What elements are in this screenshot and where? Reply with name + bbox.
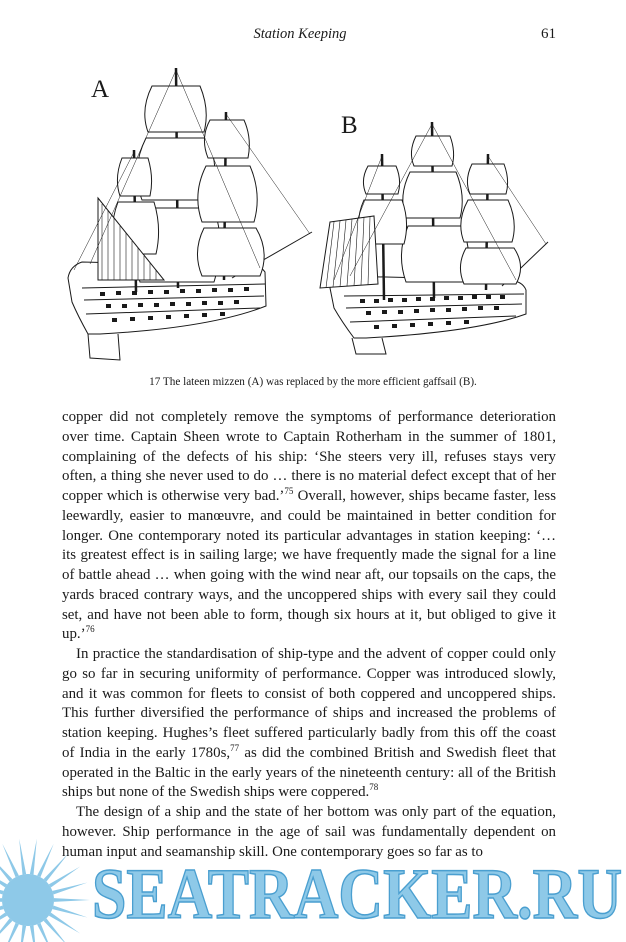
footnote-ref: 76 bbox=[85, 624, 95, 635]
paragraph-3: The design of a ship and the state of her bottom was only part of the equation, however. Ship performance in the age of sail was fundamentally dependent on human input and seamanship skill. One contemporary goes so far as to bbox=[62, 804, 556, 860]
figure-caption: 17 The lateen mizzen (A) was replaced by the more efficient gaffsail (B). bbox=[149, 376, 477, 388]
paragraph-1: copper did not completely remove the symptoms of performance deterioration over time. Captain Sheen wrote to Captain Rotherham in the summer of 1801, complaining of the defects of his ship: ‘She steers very ill, refuses stays very often, a thing she never used to do … there is no material defect except that of her copper which is otherwise very bad.’$^{75}$ Overall, however, ships became faster, less leewardly, easier to manœuvre, and could be maintained in better condition for longer. One contemporary noted its particular advantages in station keeping: ‘… its greatest effect is in sailing large; we have frequently made the signal for a line of battle ahead … when going with the wind near aft, our topsails on the caps, the yards braced contrary ways, and the uncoppered ships with every sail they could set, and have not been able to form, though six hours at it, but obliged to give it up.’$^{76}$ bbox=[62, 409, 556, 643]
footnote-ref: 78 bbox=[369, 782, 379, 793]
figure-label-b: B bbox=[341, 112, 358, 139]
page-number: 61 bbox=[541, 26, 556, 42]
paragraph-2: In practice the standardisation of ship-type and the advent of copper could only go so far in securing uniformity of performance. Copper was introduced slowly, and it was common for fleets to consist of both coppered and uncoppered ships. This further diversified the performance of ships and increased the problems of station keeping. Hughes’s fleet suffered particularly badly from this off the coast of India in the early 1780s,$^{77}$ as did the combined British and Swedish fleet that operated in the Baltic in the early years of the nineteenth century: all of the British ships but none of the Swedish ships were coppered.$^{78}$ bbox=[62, 646, 556, 801]
ship-a-illustration bbox=[60, 66, 316, 366]
footnote-ref: 77 bbox=[230, 742, 240, 753]
sun-burst-icon bbox=[0, 839, 90, 942]
body-text bbox=[62, 408, 556, 862]
figure-label-a: A bbox=[91, 76, 110, 103]
watermark-text: SEATRACKER.RU bbox=[92, 854, 622, 934]
ship-b-illustration bbox=[316, 118, 552, 356]
footnote-ref: 75 bbox=[284, 486, 294, 497]
running-title: Station Keeping bbox=[253, 26, 347, 42]
watermark bbox=[0, 838, 626, 942]
